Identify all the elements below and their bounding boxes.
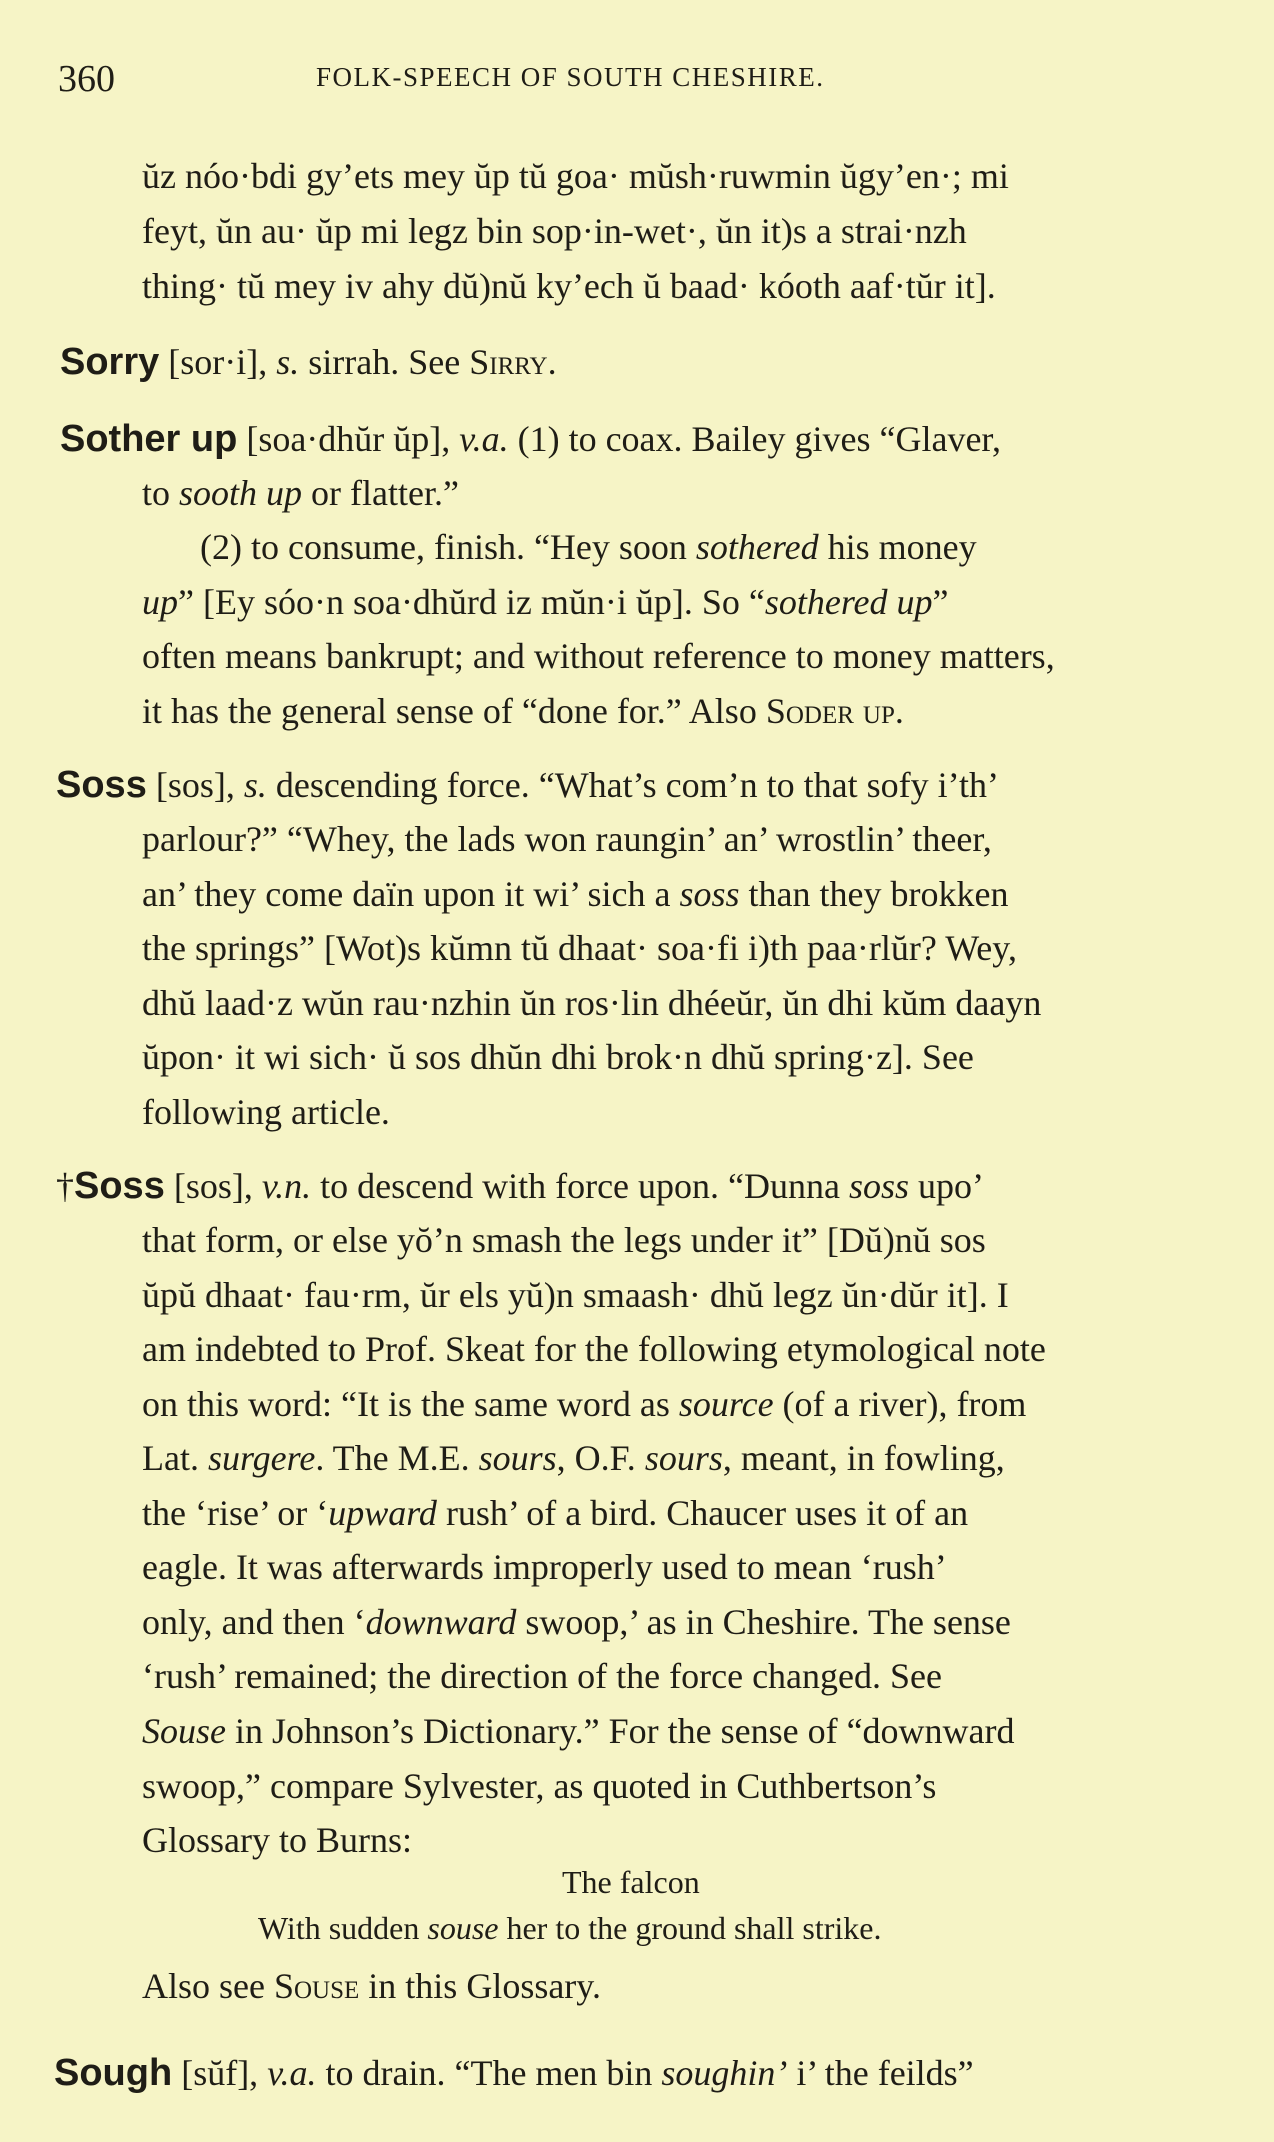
text-line: (2) to consume, finish. “Hey soon sothered his money [200,527,977,567]
text-line: only, and then ‘downward swoop,’ as in Cheshire. The sense [142,1602,1011,1642]
cross-reference: Sirry [469,342,548,382]
definition: to descend with force upon. “Dunna [311,1166,849,1206]
entry-soss-verb: †Soss [sos], v.n. to descend with force upon. “Dunna soss upo’ [56,1165,985,1207]
text-line: parlour?” “Whey, the lads won raungin’ an’ wrostlin’ theer, [142,819,992,859]
part-of-speech: s. [276,342,300,382]
text-line: the ‘rise’ or ‘upward rush’ of a bird. Chaucer uses it of an [142,1493,969,1533]
headword: Soss [74,1165,165,1207]
verse-line: The falcon [562,1864,700,1900]
punctuation: . [547,342,557,382]
definition: sirrah. See [299,342,470,382]
verse-line: With sudden souse her to the ground shall strike. [258,1910,882,1946]
page-number: 360 [58,58,115,100]
part-of-speech: v.n. [261,1166,312,1206]
text-line: up” [Ey sóo·n soa·dhŭrd iz mŭn·i ŭp]. So “sothered up” [142,582,949,622]
pronunciation: [soa·dhŭr ŭp], [237,419,460,459]
entry-sorry [60,343,557,381]
headword: Sough [54,2052,173,2094]
text-line: an’ they come daïn upon it wi’ sich a soss than they brokken [142,874,1009,914]
text-line: dhŭ laad·z wŭn rau·nzhin ŭn ros·lin dhéeŭr, ŭn dhi kŭm daayn [142,983,1042,1023]
text-line: am indebted to Prof. Skeat for the following etymological note [142,1329,1046,1369]
text-line: Also see Souse in this Glossary. [142,1966,601,2006]
entry-sough: Sough [sŭf], v.a. to drain. “The men bin soughin’ i’ the feilds” [54,2052,974,2094]
headword: Soss [56,764,147,806]
pronunciation: [sos], [146,765,244,805]
text-line: swoop,” compare Sylvester, as quoted in Cuthbertson’s [142,1766,937,1806]
definition: descending force. “What’s com’n to that sofy i’th’ [266,765,999,805]
text-line: on this word: “It is the same word as source (of a river), from [142,1384,1027,1424]
part-of-speech: v.a. [267,2053,317,2093]
text-line: following article. [142,1092,390,1132]
cross-reference: Soder up [765,691,895,731]
text-line: ‘rush’ remained; the direction of the force changed. See [142,1656,942,1696]
text-line: often means bankrupt; and without reference to money matters, [142,636,1055,676]
text-line: thing· tŭ mey iv ahy dŭ)nŭ ky’ech ŭ baad· kóoth aaf·tŭr it]. [142,266,996,306]
pronunciation: [sor·i], [168,342,277,382]
definition: (1) to coax. Bailey gives “Glaver, [508,419,1001,459]
pronunciation: [sos], [164,1166,262,1206]
part-of-speech: s. [243,765,267,805]
running-title: FOLK-SPEECH OF SOUTH CHESHIRE. [316,62,825,92]
cross-reference: Souse [273,1966,360,2006]
text-line: Glossary to Burns: [142,1820,412,1860]
headword: Sother up [60,418,238,460]
pronunciation: [sŭf], [172,2053,268,2093]
dagger-mark: † [56,1166,74,1206]
text-line: that form, or else yŏ’n smash the legs under it” [Dŭ)nŭ sos [142,1220,986,1260]
text-line: ŭpon· it wi sich· ŭ sos dhŭn dhi brok·n dhŭ spring·z]. See [142,1037,974,1077]
entry-sother-up [60,420,1001,458]
text-line: eagle. It was afterwards improperly used to mean ‘rush’ [142,1547,947,1587]
text-line: to sooth up or flatter.” [142,473,459,513]
text-line: Souse in Johnson’s Dictionary.” For the sense of “downward [142,1711,1015,1751]
text-line: Lat. surgere. The M.E. sours, O.F. sours, meant, in fowling, [142,1438,1005,1478]
headword: Sorry [60,341,160,383]
text-line: feyt, ŭn au· ŭp mi legz bin sop·in-wet·, ŭn it)s a strai·nzh [142,211,967,251]
definition: to drain. “The men bin [316,2053,662,2093]
text-line: ŭpŭ dhaat· fau·rm, ŭr els yŭ)n smaash· dhŭ legz ŭn·dŭr it]. I [142,1275,1009,1315]
entry-soss-noun [56,766,999,804]
text-line: it has the general sense of “done for.” Also Soder up. [142,691,904,731]
text-line: ŭz nóo·bdi gy’ets mey ŭp tŭ goa· mŭsh·ruwmin ŭgy’en·; mi [142,156,1009,196]
part-of-speech: v.a. [459,419,509,459]
text-line: the springs” [Wot)s kŭmn tŭ dhaat· soa·fi i)th paa·rlŭr? Wey, [142,928,1017,968]
